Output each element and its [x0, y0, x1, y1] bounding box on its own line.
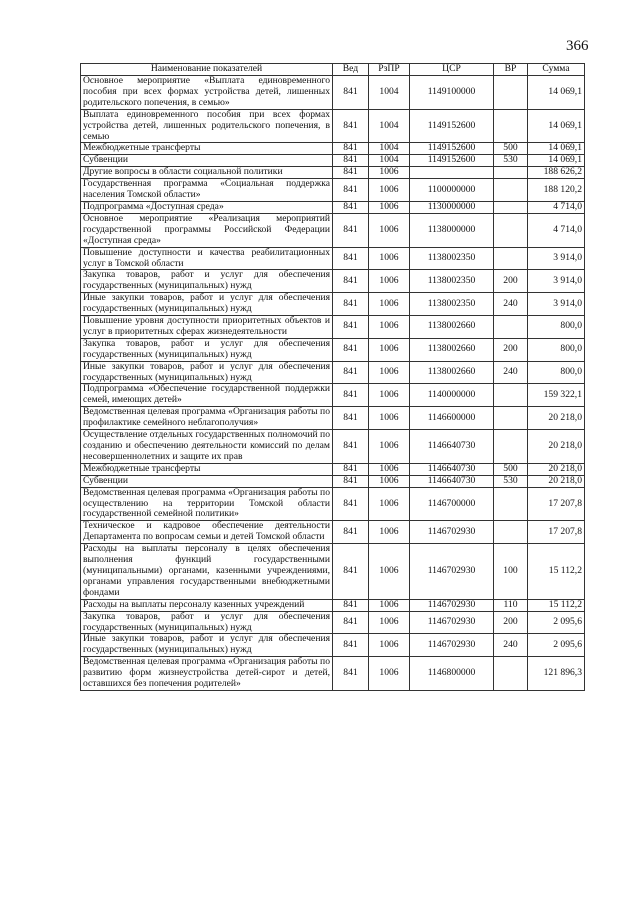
cell-csr: 1138002350: [410, 247, 494, 270]
header-vr: ВР: [494, 64, 528, 76]
table-row: [81, 657, 585, 691]
cell-vr: [494, 384, 528, 407]
cell-rzpr: 1006: [369, 247, 410, 270]
cell-name: Закупка товаров, работ и услуг для обеспечения государственных (муниципальных) нужд: [81, 270, 333, 293]
cell-sum: 4 714,0: [528, 213, 585, 247]
cell-name: Закупка товаров, работ и услуг для обеспечения государственных (муниципальных) нужд: [81, 611, 333, 634]
cell-rzpr: 1006: [369, 521, 410, 544]
cell-rzpr: 1006: [369, 407, 410, 430]
cell-vr: [494, 201, 528, 213]
cell-sum: 800,0: [528, 338, 585, 361]
cell-ved: 841: [333, 155, 369, 167]
cell-vr: [494, 430, 528, 464]
cell-vr: 240: [494, 293, 528, 316]
cell-name: Подпрограмма «Доступная среда»: [81, 201, 333, 213]
cell-sum: 14 069,1: [528, 155, 585, 167]
cell-csr: 1149152600: [410, 155, 494, 167]
cell-vr: 530: [494, 475, 528, 487]
cell-name: Ведомственная целевая программа «Организация работы по осуществлению на территории Томской области государственной семейной политики»: [81, 487, 333, 521]
cell-rzpr: 1006: [369, 270, 410, 293]
table-row: [81, 167, 585, 179]
cell-rzpr: 1006: [369, 634, 410, 657]
cell-ved: 841: [333, 247, 369, 270]
cell-sum: 14 069,1: [528, 143, 585, 155]
cell-sum: 188 120,2: [528, 179, 585, 202]
cell-csr: 1149152600: [410, 109, 494, 143]
cell-csr: [410, 167, 494, 179]
cell-ved: 841: [333, 361, 369, 384]
cell-rzpr: 1006: [369, 475, 410, 487]
cell-name: Осуществление отдельных государственных полномочий по созданию и обеспечению деятельности комиссий по делам несовершеннолетних и защите их прав: [81, 430, 333, 464]
cell-name: Основное мероприятие «Реализация мероприятий государственной программы Российской Федерации «Доступная среда»: [81, 213, 333, 247]
table-row: [81, 143, 585, 155]
cell-csr: 1138002660: [410, 316, 494, 339]
cell-name: Иные закупки товаров, работ и услуг для обеспечения государственных (муниципальных) нужд: [81, 293, 333, 316]
table-row: [81, 179, 585, 202]
cell-vr: 530: [494, 155, 528, 167]
cell-vr: [494, 316, 528, 339]
cell-rzpr: 1006: [369, 430, 410, 464]
cell-csr: 1146600000: [410, 407, 494, 430]
cell-csr: 1146640730: [410, 430, 494, 464]
cell-rzpr: 1006: [369, 463, 410, 475]
cell-rzpr: 1004: [369, 109, 410, 143]
cell-name: Подпрограмма «Обеспечение государственной поддержки семей, имеющих детей»: [81, 384, 333, 407]
cell-vr: [494, 76, 528, 110]
cell-ved: 841: [333, 475, 369, 487]
cell-name: Ведомственная целевая программа «Организация работы по профилактике семейного неблагополучия»: [81, 407, 333, 430]
table-row: [81, 487, 585, 521]
cell-vr: [494, 213, 528, 247]
cell-csr: 1146702930: [410, 599, 494, 611]
cell-sum: 121 896,3: [528, 657, 585, 691]
cell-vr: 200: [494, 270, 528, 293]
table-row: [81, 463, 585, 475]
table-row: [81, 293, 585, 316]
cell-vr: [494, 407, 528, 430]
cell-csr: 1140000000: [410, 384, 494, 407]
cell-name: Повышение уровня доступности приоритетных объектов и услуг в приоритетных сферах жизнедеятельности: [81, 316, 333, 339]
cell-name: Расходы на выплаты персоналу в целях обеспечения выполнения функций государственными (муниципальными) органами, казенными учреждениями, органами управления государственными внебюджетными фондами: [81, 544, 333, 600]
table-row: [81, 611, 585, 634]
table-row: [81, 544, 585, 600]
cell-sum: 3 914,0: [528, 247, 585, 270]
cell-ved: 841: [333, 430, 369, 464]
cell-ved: 841: [333, 487, 369, 521]
cell-sum: 800,0: [528, 316, 585, 339]
cell-vr: 240: [494, 634, 528, 657]
cell-rzpr: 1006: [369, 361, 410, 384]
cell-csr: 1146640730: [410, 463, 494, 475]
cell-rzpr: 1004: [369, 143, 410, 155]
cell-rzpr: 1006: [369, 657, 410, 691]
cell-rzpr: 1004: [369, 76, 410, 110]
cell-csr: 1146700000: [410, 487, 494, 521]
cell-ved: 841: [333, 463, 369, 475]
cell-vr: 500: [494, 143, 528, 155]
cell-name: Другие вопросы в области социальной политики: [81, 167, 333, 179]
cell-name: Техническое и кадровое обеспечение деятельности Департамента по вопросам семьи и детей Томской области: [81, 521, 333, 544]
cell-ved: 841: [333, 201, 369, 213]
cell-vr: [494, 109, 528, 143]
table-row: [81, 361, 585, 384]
cell-csr: 1100000000: [410, 179, 494, 202]
cell-ved: 841: [333, 634, 369, 657]
cell-vr: 200: [494, 338, 528, 361]
cell-sum: 14 069,1: [528, 109, 585, 143]
cell-sum: 20 218,0: [528, 475, 585, 487]
cell-name: Повышение доступности и качества реабилитационных услуг в Томской области: [81, 247, 333, 270]
cell-csr: 1149100000: [410, 76, 494, 110]
cell-ved: 841: [333, 213, 369, 247]
cell-vr: [494, 657, 528, 691]
cell-rzpr: 1004: [369, 155, 410, 167]
cell-vr: [494, 179, 528, 202]
cell-sum: 15 112,2: [528, 599, 585, 611]
cell-sum: 17 207,8: [528, 521, 585, 544]
cell-rzpr: 1006: [369, 611, 410, 634]
cell-name: Межбюджетные трансферты: [81, 143, 333, 155]
cell-csr: 1138002660: [410, 338, 494, 361]
cell-ved: 841: [333, 407, 369, 430]
cell-vr: [494, 521, 528, 544]
cell-ved: 841: [333, 76, 369, 110]
cell-vr: 500: [494, 463, 528, 475]
header-sum: Сумма: [528, 64, 585, 76]
cell-name: Субвенции: [81, 475, 333, 487]
cell-sum: 17 207,8: [528, 487, 585, 521]
cell-csr: 1146800000: [410, 657, 494, 691]
budget-table: [80, 63, 585, 691]
cell-sum: 2 095,6: [528, 634, 585, 657]
cell-ved: 841: [333, 599, 369, 611]
cell-rzpr: 1006: [369, 384, 410, 407]
table-row: [81, 521, 585, 544]
table-row: [81, 155, 585, 167]
cell-sum: 20 218,0: [528, 430, 585, 464]
table-row: [81, 384, 585, 407]
cell-rzpr: 1006: [369, 293, 410, 316]
cell-sum: 3 914,0: [528, 270, 585, 293]
cell-name: Государственная программа «Социальная поддержка населения Томской области»: [81, 179, 333, 202]
table-row: [81, 634, 585, 657]
cell-ved: 841: [333, 338, 369, 361]
cell-name: Субвенции: [81, 155, 333, 167]
cell-ved: 841: [333, 179, 369, 202]
cell-csr: 1146640730: [410, 475, 494, 487]
cell-sum: 188 626,2: [528, 167, 585, 179]
cell-name: Закупка товаров, работ и услуг для обеспечения государственных (муниципальных) нужд: [81, 338, 333, 361]
cell-ved: 841: [333, 143, 369, 155]
cell-sum: 3 914,0: [528, 293, 585, 316]
table-header-row: [81, 64, 585, 76]
table-row: [81, 201, 585, 213]
cell-vr: 200: [494, 611, 528, 634]
cell-csr: 1146702930: [410, 544, 494, 600]
cell-ved: 841: [333, 544, 369, 600]
cell-sum: 159 322,1: [528, 384, 585, 407]
table-row: [81, 270, 585, 293]
cell-ved: 841: [333, 316, 369, 339]
cell-csr: 1149152600: [410, 143, 494, 155]
cell-csr: 1146702930: [410, 634, 494, 657]
cell-rzpr: 1006: [369, 167, 410, 179]
table-row: [81, 109, 585, 143]
cell-name: Основное мероприятие «Выплата единовременного пособия при всех формах устройства детей, лишенных родительского попечения, в семью»: [81, 76, 333, 110]
cell-name: Расходы на выплаты персоналу казенных учреждений: [81, 599, 333, 611]
cell-vr: 100: [494, 544, 528, 600]
table-row: [81, 430, 585, 464]
cell-name: Иные закупки товаров, работ и услуг для обеспечения государственных (муниципальных) нужд: [81, 361, 333, 384]
cell-ved: 841: [333, 293, 369, 316]
cell-rzpr: 1006: [369, 338, 410, 361]
cell-sum: 20 218,0: [528, 407, 585, 430]
cell-vr: [494, 247, 528, 270]
cell-csr: 1138002660: [410, 361, 494, 384]
cell-rzpr: 1006: [369, 544, 410, 600]
cell-sum: 20 218,0: [528, 463, 585, 475]
cell-ved: 841: [333, 657, 369, 691]
cell-csr: 1138002350: [410, 270, 494, 293]
table-row: [81, 76, 585, 110]
cell-vr: 110: [494, 599, 528, 611]
cell-sum: 4 714,0: [528, 201, 585, 213]
cell-rzpr: 1006: [369, 487, 410, 521]
table-row: [81, 247, 585, 270]
header-ved: Вед: [333, 64, 369, 76]
cell-ved: 841: [333, 167, 369, 179]
table-row: [81, 599, 585, 611]
cell-rzpr: 1006: [369, 201, 410, 213]
table-row: [81, 213, 585, 247]
cell-sum: 800,0: [528, 361, 585, 384]
cell-rzpr: 1006: [369, 316, 410, 339]
table-row: [81, 475, 585, 487]
cell-name: Иные закупки товаров, работ и услуг для обеспечения государственных (муниципальных) нужд: [81, 634, 333, 657]
cell-ved: 841: [333, 270, 369, 293]
cell-csr: 1130000000: [410, 201, 494, 213]
cell-name: Межбюджетные трансферты: [81, 463, 333, 475]
cell-vr: [494, 487, 528, 521]
cell-rzpr: 1006: [369, 179, 410, 202]
header-name: Наименование показателей: [81, 64, 333, 76]
page-number: 366: [566, 38, 589, 54]
table-row: [81, 407, 585, 430]
cell-ved: 841: [333, 109, 369, 143]
cell-csr: 1138000000: [410, 213, 494, 247]
header-csr: ЦСР: [410, 64, 494, 76]
header-rzpr: РзПР: [369, 64, 410, 76]
cell-vr: [494, 167, 528, 179]
cell-sum: 15 112,2: [528, 544, 585, 600]
cell-rzpr: 1006: [369, 599, 410, 611]
cell-name: Ведомственная целевая программа «Организация работы по развитию форм жизнеустройства детей-сирот и детей, оставшихся без попечения родителей»: [81, 657, 333, 691]
cell-csr: 1138002350: [410, 293, 494, 316]
table-body: [81, 76, 585, 691]
cell-ved: 841: [333, 611, 369, 634]
cell-csr: 1146702930: [410, 521, 494, 544]
cell-vr: 240: [494, 361, 528, 384]
table-row: [81, 316, 585, 339]
cell-ved: 841: [333, 521, 369, 544]
table-row: [81, 338, 585, 361]
cell-ved: 841: [333, 384, 369, 407]
cell-sum: 14 069,1: [528, 76, 585, 110]
cell-csr: 1146702930: [410, 611, 494, 634]
cell-sum: 2 095,6: [528, 611, 585, 634]
cell-rzpr: 1006: [369, 213, 410, 247]
cell-name: Выплата единовременного пособия при всех формах устройства детей, лишенных родительского попечения, в семью: [81, 109, 333, 143]
